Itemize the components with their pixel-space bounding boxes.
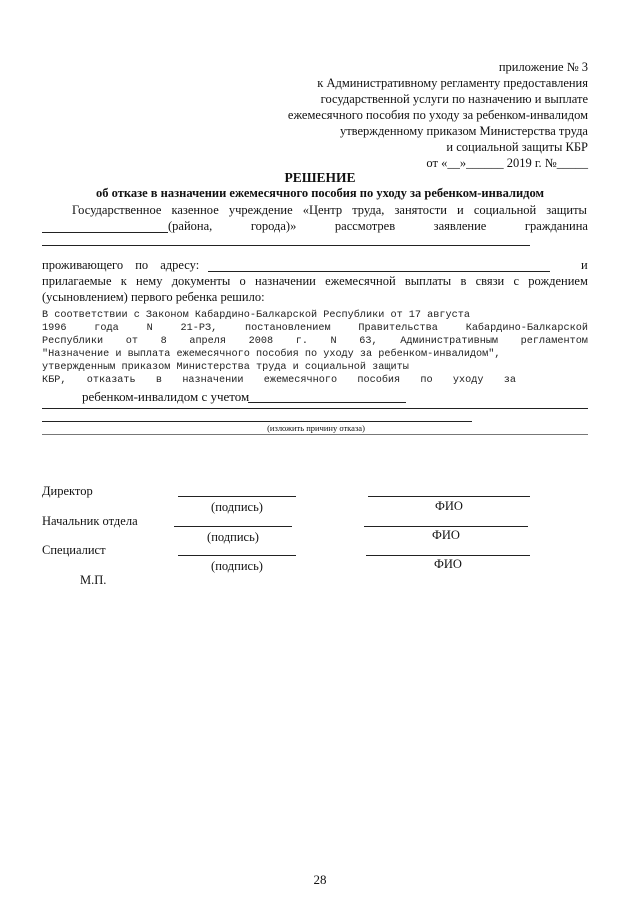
appendix-line: приложение № 3 — [498, 60, 588, 74]
typed-line-1: В соответствии с Законом Кабардино-Балкарской Республики от 17 августа — [42, 310, 470, 321]
word: г. — [295, 336, 308, 347]
reason-caption: (изложить причину отказа) — [267, 423, 365, 433]
typed-line-3 — [42, 336, 588, 347]
word: по — [420, 375, 433, 386]
word: 8 — [160, 336, 167, 347]
page-number: 28 — [313, 872, 327, 887]
word: 21-РЗ, — [180, 323, 218, 334]
word: Республики — [42, 336, 104, 347]
word: регламентом — [520, 336, 588, 347]
word: Государственное — [72, 203, 162, 217]
child-disabled-text: ребенком-инвалидом с учетом — [82, 389, 250, 404]
signature-role: Специалист — [42, 543, 106, 557]
name-line[interactable] — [364, 526, 528, 527]
name-line[interactable] — [368, 496, 530, 497]
address-label-text: проживающего по адресу: — [42, 258, 200, 272]
body-line-4 — [42, 274, 588, 289]
word: «Центр — [302, 203, 343, 217]
word: о — [239, 274, 246, 288]
citizen-name-blank[interactable] — [42, 245, 530, 246]
name-caption: ФИО — [435, 499, 463, 513]
address-blank[interactable] — [208, 271, 550, 272]
word: Административным — [400, 336, 499, 347]
signature-caption: (подпись) — [211, 559, 263, 573]
word: выплаты — [404, 274, 452, 288]
word: отказать — [86, 375, 136, 386]
word: гражданина — [524, 219, 588, 233]
word: N — [330, 336, 337, 347]
reason-blank-2[interactable] — [42, 408, 588, 409]
appendix-line: государственной услуги по назначению и выплате — [320, 92, 588, 106]
appendix-line: и социальной защиты КБР — [446, 140, 588, 154]
word: постановлением — [245, 323, 331, 334]
word: социальной — [473, 203, 537, 217]
word: Правительства — [358, 323, 438, 334]
word: нему — [136, 274, 163, 288]
appendix-line: к Административному регламенту предоставления — [317, 76, 588, 90]
word: 63, — [359, 336, 378, 347]
typed-line-2 — [42, 323, 588, 334]
appendix-line: от «__»______ 2019 г. №_____ — [426, 156, 588, 170]
typed-line-6 — [42, 375, 516, 386]
name-caption: ФИО — [432, 528, 460, 542]
signature-line[interactable] — [178, 555, 296, 556]
word: ежемесячной — [325, 274, 396, 288]
word: рассмотрев — [334, 219, 396, 233]
word: казенное — [171, 203, 219, 217]
stamp-place: М.П. — [80, 573, 107, 587]
word: заявление — [433, 219, 487, 233]
word: назначении — [182, 375, 244, 386]
word: за — [503, 375, 516, 386]
word: занятости — [394, 203, 447, 217]
name-caption: ФИО — [434, 557, 462, 571]
signature-caption: (подпись) — [211, 500, 263, 514]
document-title: РЕШЕНИЕ — [284, 170, 356, 185]
word: связи — [475, 274, 505, 288]
word: года — [94, 323, 119, 334]
word: к — [120, 274, 127, 288]
word: N — [146, 323, 153, 334]
word: от — [125, 336, 138, 347]
word: и — [457, 203, 464, 217]
word: в — [155, 375, 163, 386]
signature-line[interactable] — [178, 496, 296, 497]
typed-line-5: утвержденным приказом Министерства труда и социальной защиты — [42, 362, 409, 373]
word: учреждение — [228, 203, 293, 217]
appendix-line: ежемесячного пособия по уходу за ребенком-инвалидом — [287, 108, 588, 122]
word: ежемесячного — [263, 375, 338, 386]
district-blank[interactable] — [42, 232, 168, 233]
document-subtitle: об отказе в назначении ежемесячного пособия по уходу за ребенком-инвалидом — [95, 186, 545, 200]
name-line[interactable] — [366, 555, 530, 556]
word: 2008 — [248, 336, 274, 347]
word: с — [513, 274, 520, 288]
body-line-2 — [168, 219, 588, 234]
signature-caption: (подпись) — [207, 530, 259, 544]
signature-role: Начальник отдела — [42, 514, 138, 528]
address-label — [42, 258, 207, 273]
word: рождением — [528, 274, 588, 288]
typed-line-4: "Назначение и выплата ежемесячного пособия по уходу за ребенком-инвалидом", — [42, 349, 501, 360]
reason-blank-4[interactable] — [42, 434, 588, 435]
word: Кабардино-Балкарской — [465, 323, 588, 334]
signature-line[interactable] — [174, 526, 292, 527]
word: уходу — [452, 375, 484, 386]
word: 1996 — [42, 323, 67, 334]
word: города)» — [250, 219, 297, 233]
reason-blank-1[interactable] — [248, 402, 406, 403]
body-line-1 — [72, 203, 587, 218]
word: в — [460, 274, 467, 288]
word: труда, — [352, 203, 385, 217]
signature-role: Директор — [42, 484, 93, 498]
word: прилагаемые — [42, 274, 112, 288]
word: назначении — [255, 274, 316, 288]
word: защиты — [546, 203, 587, 217]
word: апреля — [189, 336, 227, 347]
word: документы — [171, 274, 231, 288]
word: пособия — [357, 375, 401, 386]
body-line-5: (усыновлением) первого ребенка решило: — [42, 290, 265, 304]
conjunction: и — [581, 258, 588, 272]
word: (района, — [168, 219, 213, 233]
reason-blank-3[interactable] — [42, 421, 472, 422]
appendix-line: утвержденному приказом Министерства труда — [339, 124, 588, 138]
word: КБР, — [42, 375, 67, 386]
